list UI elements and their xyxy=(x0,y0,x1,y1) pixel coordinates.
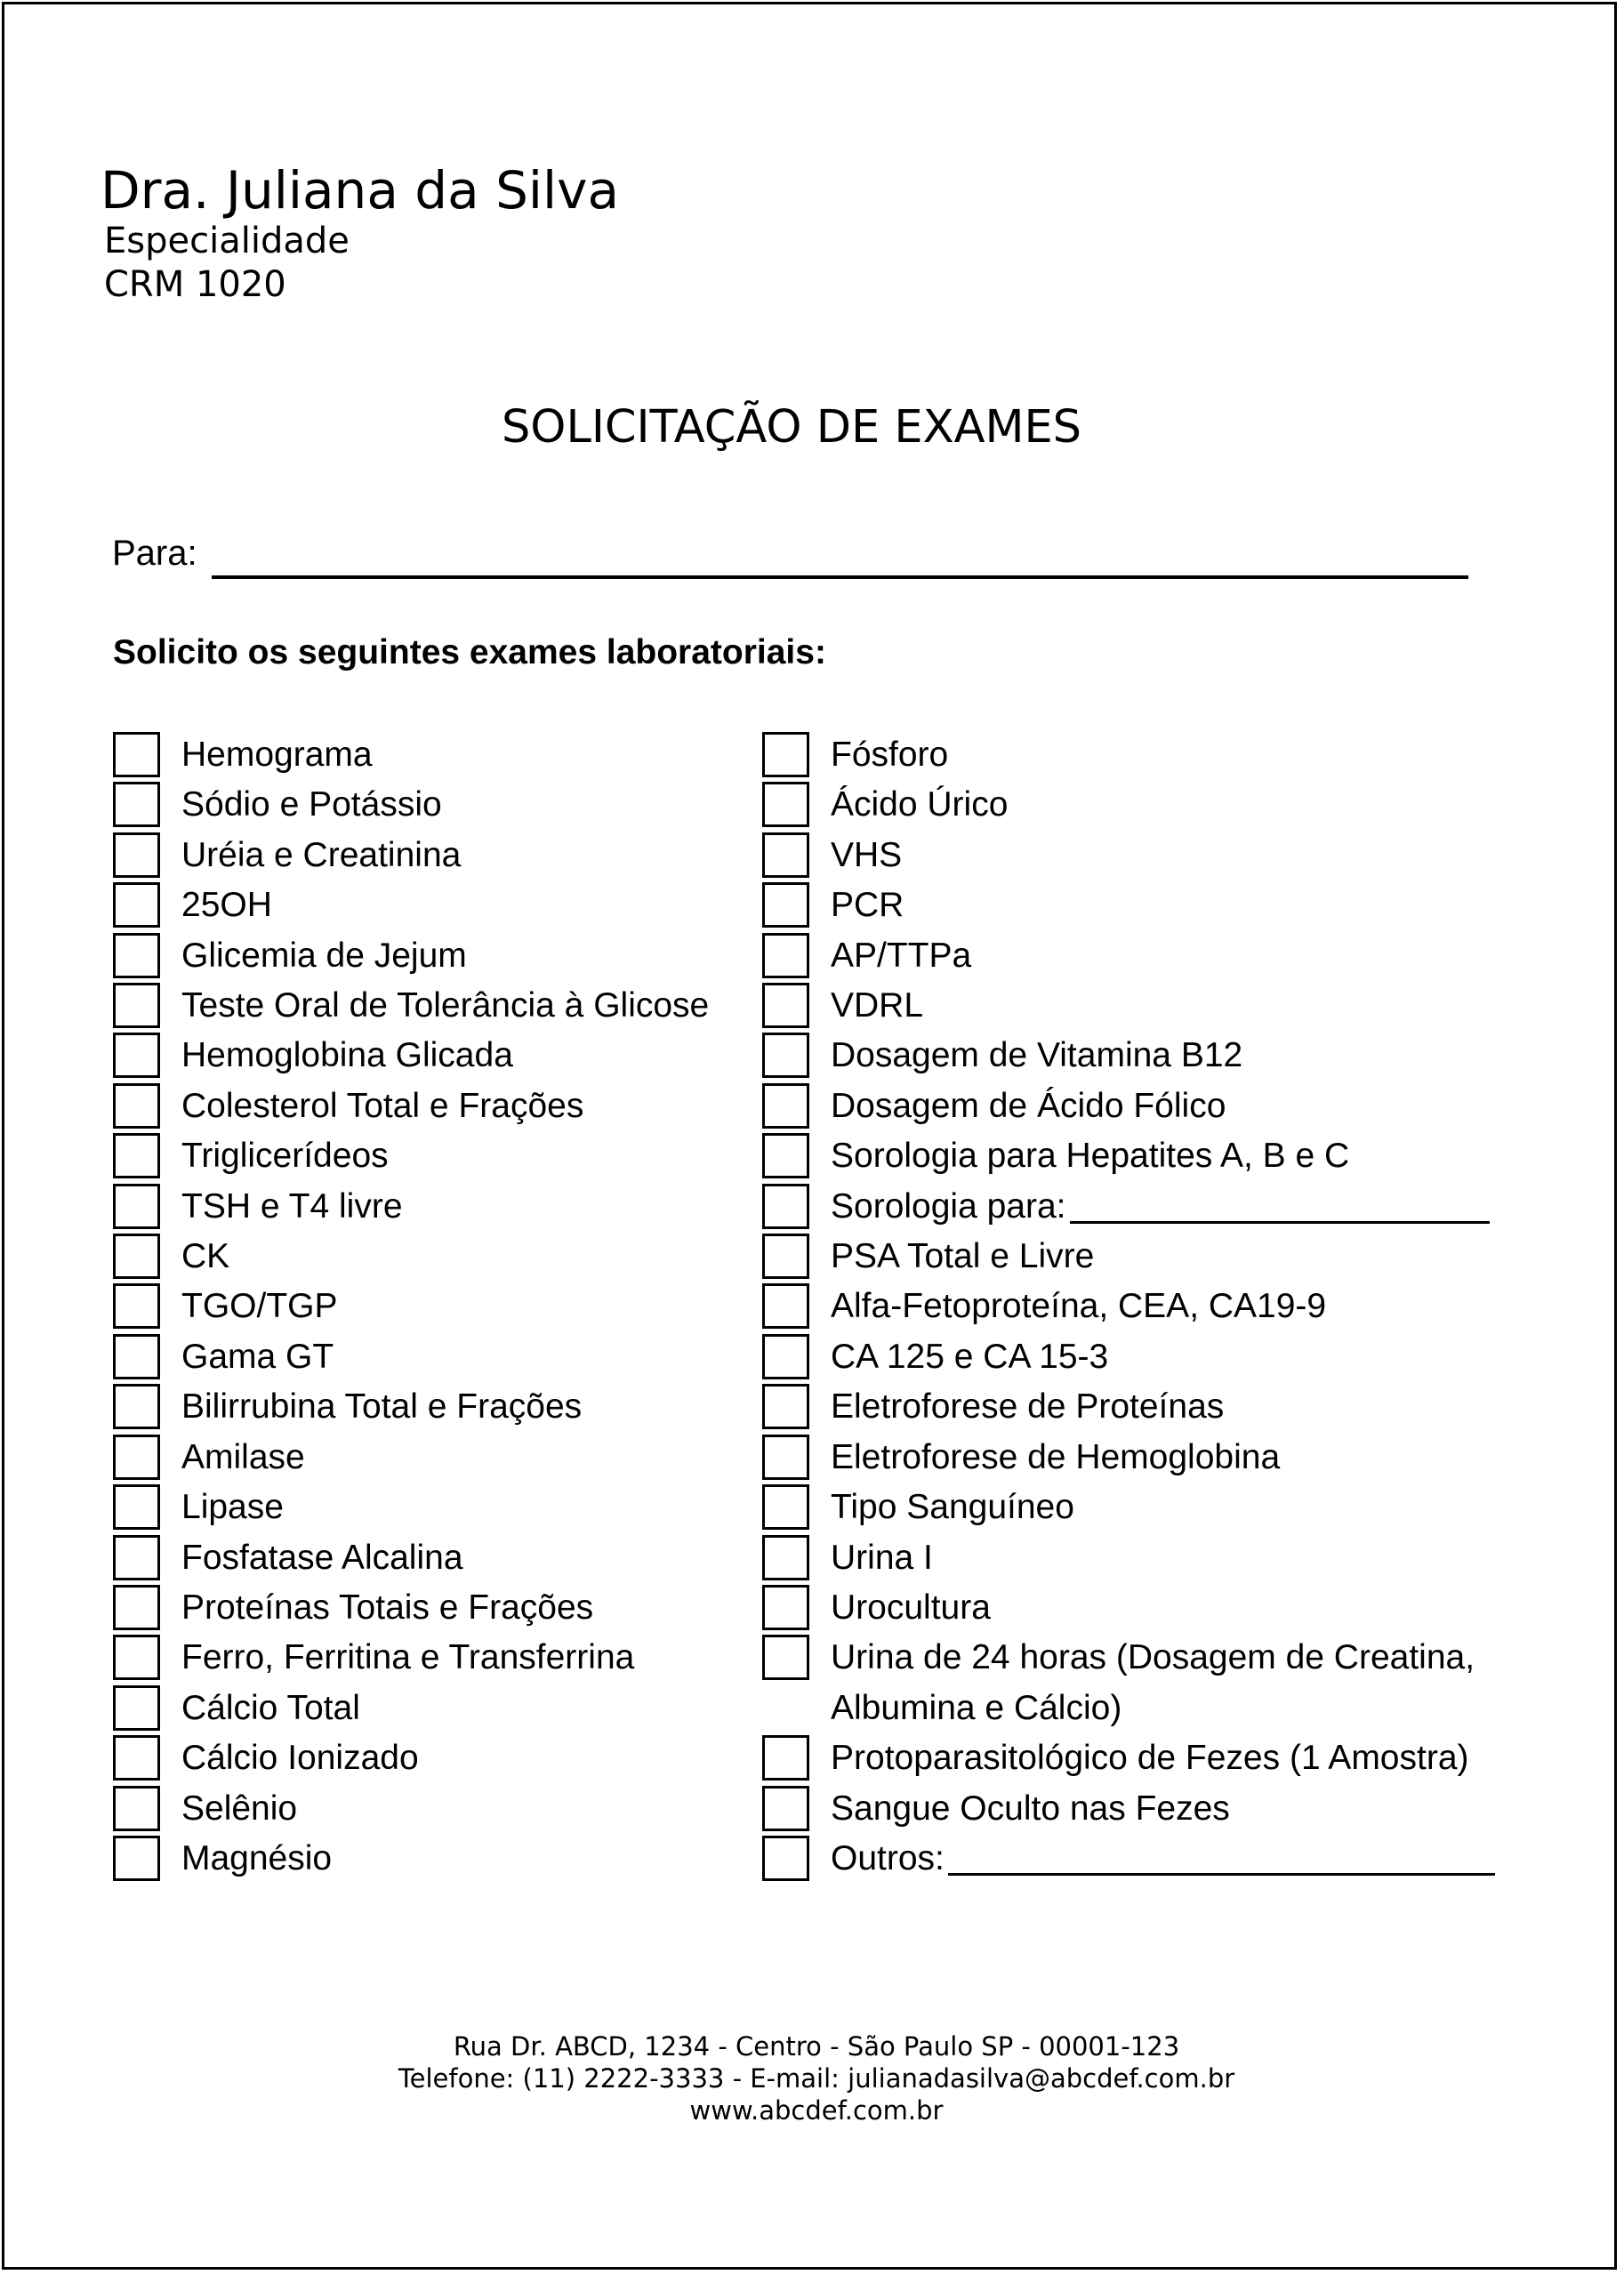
exam-label: Teste Oral de Tolerância à Glicose xyxy=(181,986,710,1025)
exam-checkbox[interactable] xyxy=(762,1234,809,1279)
exam-item[interactable] xyxy=(762,730,1527,780)
exam-checkbox[interactable] xyxy=(113,1334,160,1379)
exam-item[interactable] xyxy=(762,1382,1527,1432)
exam-checkbox[interactable] xyxy=(762,1033,809,1078)
exam-label-continuation: Albumina e Cálcio) xyxy=(831,1688,1122,1727)
exam-checkbox[interactable] xyxy=(762,1435,809,1480)
exam-checkbox[interactable] xyxy=(762,1585,809,1630)
exam-checkbox[interactable] xyxy=(113,1083,160,1129)
exam-label: CK xyxy=(181,1237,230,1276)
footer-address: Rua Dr. ABCD, 1234 - Centro - São Paulo SP - 00001-123 xyxy=(453,2031,1180,2062)
exam-checkbox[interactable] xyxy=(762,732,809,777)
exam-label: VHS xyxy=(831,835,903,874)
exam-label: Lipase xyxy=(181,1488,284,1527)
exam-checkbox[interactable] xyxy=(762,1334,809,1379)
exam-item[interactable] xyxy=(762,1282,1527,1331)
doctor-header xyxy=(100,161,619,307)
doctor-crm: CRM 1020 xyxy=(104,264,286,305)
exam-checkbox[interactable] xyxy=(113,1033,160,1078)
exam-label: Urina de 24 horas (Dosagem de Creatina, xyxy=(831,1638,1475,1677)
exam-item[interactable] xyxy=(762,981,1527,1031)
exam-label: Magnésio xyxy=(181,1838,333,1877)
exam-checkbox[interactable] xyxy=(113,1384,160,1429)
exam-label: Cálcio Ionizado xyxy=(181,1739,419,1778)
doctor-specialty: Especialidade xyxy=(104,221,350,261)
exam-label: VDRL xyxy=(831,986,924,1025)
exam-item[interactable] xyxy=(762,1031,1527,1081)
exam-label: Triglicerídeos xyxy=(181,1137,389,1176)
exam-label: 25OH xyxy=(181,886,272,925)
exam-label: Selênio xyxy=(181,1789,298,1828)
exam-item[interactable] xyxy=(762,1232,1527,1282)
exam-label: Tipo Sanguíneo xyxy=(831,1488,1074,1527)
exam-label: PSA Total e Livre xyxy=(831,1237,1095,1276)
exam-label: PCR xyxy=(831,886,904,925)
footer-contact: Telefone: (11) 2222-3333 - E-mail: julianadasilva@abcdef.com.br xyxy=(398,2063,1235,2094)
exam-label: Cálcio Total xyxy=(181,1688,360,1727)
exam-label: Eletroforese de Proteínas xyxy=(831,1387,1225,1427)
exam-checkbox[interactable] xyxy=(762,1384,809,1429)
exam-item[interactable] xyxy=(762,1483,1527,1532)
exam-label: Outros: xyxy=(831,1838,945,1877)
exam-item[interactable] xyxy=(762,1081,1527,1131)
prescription-form xyxy=(2,2,1617,2270)
exam-label: AP/TTPa xyxy=(831,936,972,975)
exam-label: Hemoglobina Glicada xyxy=(181,1036,513,1075)
exam-label: Bilirrubina Total e Frações xyxy=(181,1387,583,1427)
exams-intro: Solicito os seguintes exames laboratoriais: xyxy=(113,633,826,671)
exam-checkbox[interactable] xyxy=(113,882,160,928)
exam-checkbox[interactable] xyxy=(762,1283,809,1329)
exam-checkbox[interactable] xyxy=(113,1585,160,1630)
exam-label: Ferro, Ferritina e Transferrina xyxy=(181,1638,635,1677)
exam-label: Gama GT xyxy=(181,1337,334,1376)
exam-checkbox[interactable] xyxy=(762,1535,809,1580)
exam-label: Sódio e Potássio xyxy=(181,785,442,824)
exam-item[interactable] xyxy=(762,1533,1527,1583)
exam-checkbox[interactable] xyxy=(113,832,160,878)
para-blank-line[interactable] xyxy=(212,575,1468,579)
exam-label: Urocultura xyxy=(831,1588,991,1627)
exam-checkbox[interactable] xyxy=(113,1735,160,1781)
footer-website: www.abcdef.com.br xyxy=(689,2095,944,2126)
exam-item[interactable] xyxy=(762,780,1527,830)
exam-label: Eletroforese de Hemoglobina xyxy=(831,1437,1281,1476)
exam-label: Uréia e Creatinina xyxy=(181,835,462,874)
exam-checkbox[interactable] xyxy=(762,933,809,978)
exam-item[interactable] xyxy=(762,931,1527,981)
exam-checkbox[interactable] xyxy=(762,1735,809,1781)
page-title: SOLICITAÇÃO DE EXAMES xyxy=(501,401,1082,454)
outros-blank-line[interactable] xyxy=(948,1834,1495,1876)
exam-checkbox[interactable] xyxy=(113,1435,160,1480)
exam-checkbox[interactable] xyxy=(113,1234,160,1279)
exam-checkbox[interactable] xyxy=(762,983,809,1028)
para-label: Para: xyxy=(112,534,197,573)
exam-label: Dosagem de Vitamina B12 xyxy=(831,1036,1243,1075)
exam-label: Colesterol Total e Frações xyxy=(181,1086,584,1125)
exam-checkbox[interactable] xyxy=(762,1484,809,1530)
exam-label: Sorologia para Hepatites A, B e C xyxy=(831,1137,1350,1176)
exam-checkbox[interactable] xyxy=(762,832,809,878)
exam-item[interactable] xyxy=(762,880,1527,930)
exam-item[interactable] xyxy=(762,1834,1527,1884)
exam-checkbox[interactable] xyxy=(762,1786,809,1831)
exam-checkbox[interactable] xyxy=(762,1133,809,1178)
exam-label: Protoparasitológico de Fezes (1 Amostra) xyxy=(831,1739,1469,1778)
exam-checkbox[interactable] xyxy=(113,933,160,978)
exam-checkbox[interactable] xyxy=(113,1836,160,1881)
exam-checkbox[interactable] xyxy=(113,782,160,827)
exam-item-multiline[interactable] xyxy=(762,1633,1527,1733)
exam-list-right xyxy=(762,730,1527,1884)
exam-item[interactable] xyxy=(762,831,1527,880)
exam-label: Sorologia para: xyxy=(831,1186,1066,1226)
exam-checkbox[interactable] xyxy=(762,1836,809,1881)
exam-label: Amilase xyxy=(181,1437,305,1476)
exam-label: Dosagem de Ácido Fólico xyxy=(831,1086,1226,1125)
exam-label: TSH e T4 livre xyxy=(181,1186,403,1226)
exam-item[interactable] xyxy=(762,1182,1527,1232)
exam-checkbox[interactable] xyxy=(113,1484,160,1530)
exam-label: Urina I xyxy=(831,1538,933,1577)
exam-checkbox[interactable] xyxy=(113,1184,160,1229)
exam-checkbox[interactable] xyxy=(762,1083,809,1129)
exam-label: CA 125 e CA 15-3 xyxy=(831,1337,1109,1376)
exam-label: Proteínas Totais e Frações xyxy=(181,1588,594,1627)
exam-label: Fósforo xyxy=(831,736,949,774)
doctor-name: Dra. Juliana da Silva xyxy=(100,160,620,221)
footer xyxy=(4,2030,1624,2126)
exam-item[interactable] xyxy=(762,1733,1527,1783)
exam-checkbox[interactable] xyxy=(762,882,809,928)
exam-label-with-fill xyxy=(831,1182,1527,1232)
exam-item[interactable] xyxy=(762,1332,1527,1382)
exam-checkbox[interactable] xyxy=(113,1786,160,1831)
exam-checkbox[interactable] xyxy=(762,1635,809,1680)
exam-checkbox[interactable] xyxy=(113,1133,160,1178)
exam-item[interactable] xyxy=(762,1784,1527,1834)
exam-item[interactable] xyxy=(762,1131,1527,1181)
exam-label: Glicemia de Jejum xyxy=(181,936,467,975)
exam-checkbox[interactable] xyxy=(113,732,160,777)
exam-label: Ácido Úrico xyxy=(831,785,1009,824)
exam-label: Alfa-Fetoproteína, CEA, CA19-9 xyxy=(831,1287,1327,1326)
exam-checkbox[interactable] xyxy=(113,983,160,1028)
exam-checkbox[interactable] xyxy=(113,1685,160,1731)
para-field[interactable] xyxy=(112,534,1468,583)
exam-label: TGO/TGP xyxy=(181,1287,338,1326)
exam-label: Fosfatase Alcalina xyxy=(181,1538,463,1577)
exam-label-with-fill xyxy=(831,1834,1527,1884)
sorologia-blank-line[interactable] xyxy=(1070,1182,1490,1224)
exam-checkbox[interactable] xyxy=(113,1283,160,1329)
exam-label: Sangue Oculto nas Fezes xyxy=(831,1789,1230,1828)
exam-checkbox[interactable] xyxy=(113,1535,160,1580)
exam-item[interactable] xyxy=(762,1583,1527,1633)
exam-checkbox[interactable] xyxy=(113,1635,160,1680)
exam-checkbox[interactable] xyxy=(762,1184,809,1229)
exam-item[interactable] xyxy=(762,1433,1527,1483)
exam-label: Hemograma xyxy=(181,736,373,774)
exam-checkbox[interactable] xyxy=(762,782,809,827)
